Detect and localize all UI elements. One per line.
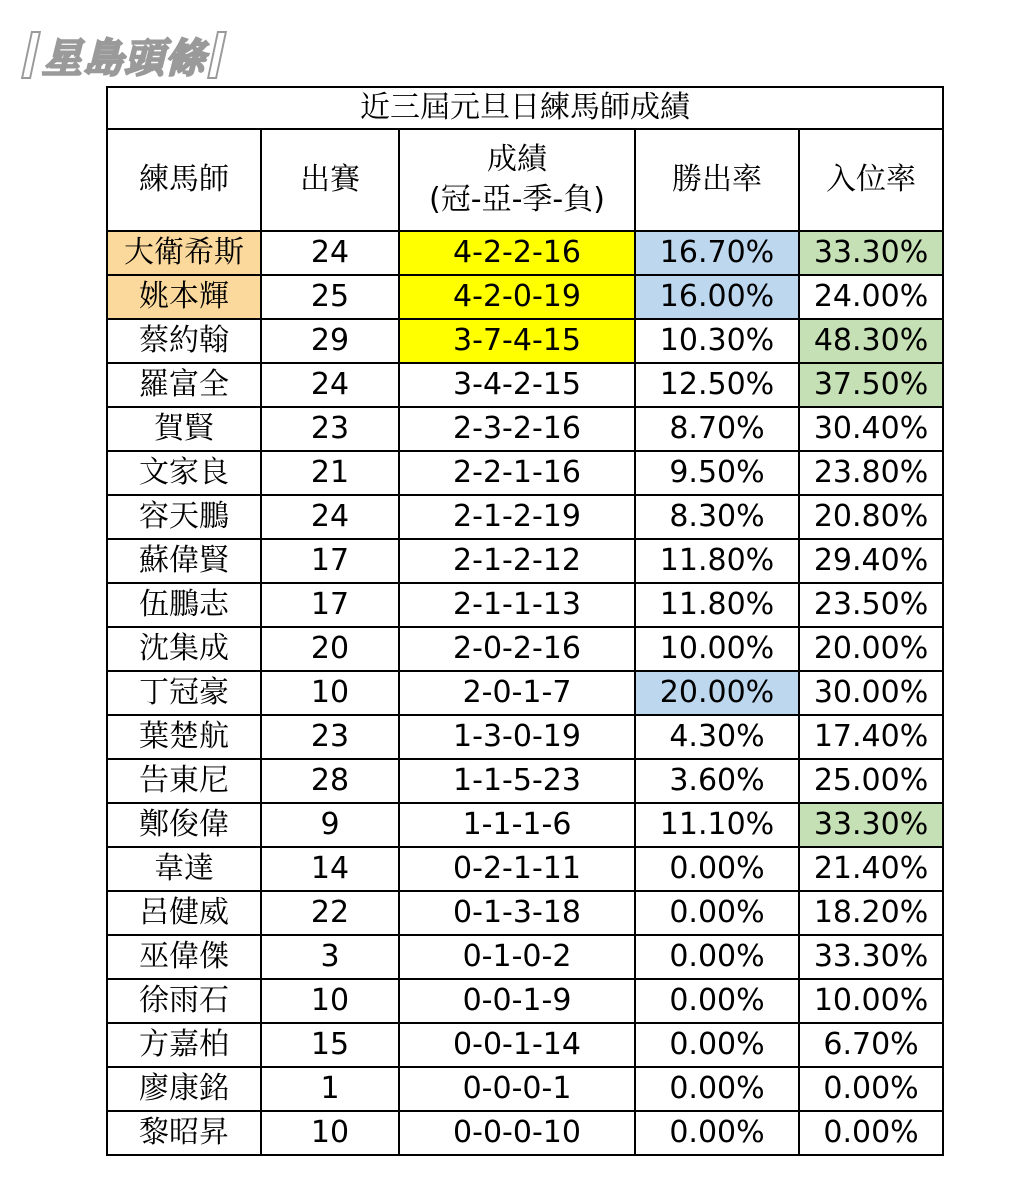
table-row — [107, 495, 943, 539]
table-row — [107, 231, 943, 275]
cell-starts: 10 — [261, 979, 399, 1023]
cell-record: 2-0-2-16 — [399, 627, 635, 671]
cell-win: 0.00% — [635, 1023, 799, 1067]
trainer-results-table — [106, 86, 944, 1156]
cell-win: 12.50% — [635, 363, 799, 407]
cell-win: 8.70% — [635, 407, 799, 451]
header-record-line1: 成績 — [487, 142, 547, 177]
cell-trainer: 徐雨石 — [107, 979, 261, 1023]
cell-place: 30.00% — [799, 671, 943, 715]
cell-win: 20.00% — [635, 671, 799, 715]
cell-record: 0-0-1-14 — [399, 1023, 635, 1067]
cell-starts: 15 — [261, 1023, 399, 1067]
header-win-rate: 勝出率 — [635, 129, 799, 231]
cell-win: 10.00% — [635, 627, 799, 671]
cell-starts: 29 — [261, 319, 399, 363]
cell-record: 2-3-2-16 — [399, 407, 635, 451]
header-record — [399, 129, 635, 231]
cell-record: 0-2-1-11 — [399, 847, 635, 891]
cell-record: 1-3-0-19 — [399, 715, 635, 759]
cell-win: 16.70% — [635, 231, 799, 275]
cell-place: 37.50% — [799, 363, 943, 407]
cell-record: 4-2-2-16 — [399, 231, 635, 275]
table-row — [107, 803, 943, 847]
logo-bar-left — [21, 31, 41, 79]
cell-win: 9.50% — [635, 451, 799, 495]
logo-bar-right — [207, 31, 227, 79]
cell-record: 2-1-1-13 — [399, 583, 635, 627]
cell-place: 6.70% — [799, 1023, 943, 1067]
cell-record: 4-2-0-19 — [399, 275, 635, 319]
cell-trainer: 容天鵬 — [107, 495, 261, 539]
cell-starts: 28 — [261, 759, 399, 803]
cell-record: 2-2-1-16 — [399, 451, 635, 495]
cell-starts: 9 — [261, 803, 399, 847]
cell-trainer: 伍鵬志 — [107, 583, 261, 627]
cell-trainer: 文家良 — [107, 451, 261, 495]
table-row — [107, 407, 943, 451]
table-title: 近三屆元旦日練馬師成績 — [107, 87, 943, 129]
table-row — [107, 671, 943, 715]
table-row — [107, 1023, 943, 1067]
cell-starts: 21 — [261, 451, 399, 495]
cell-record: 0-0-0-10 — [399, 1111, 635, 1155]
cell-record: 0-0-0-1 — [399, 1067, 635, 1111]
cell-starts: 25 — [261, 275, 399, 319]
cell-record: 2-1-2-19 — [399, 495, 635, 539]
cell-trainer: 韋達 — [107, 847, 261, 891]
cell-place: 48.30% — [799, 319, 943, 363]
cell-starts: 24 — [261, 231, 399, 275]
cell-place: 10.00% — [799, 979, 943, 1023]
table-row — [107, 759, 943, 803]
cell-trainer: 姚本輝 — [107, 275, 261, 319]
cell-trainer: 沈集成 — [107, 627, 261, 671]
table-row — [107, 275, 943, 319]
table-row — [107, 539, 943, 583]
cell-trainer: 賀賢 — [107, 407, 261, 451]
table-header-row — [107, 129, 943, 231]
cell-win: 11.10% — [635, 803, 799, 847]
cell-win: 0.00% — [635, 979, 799, 1023]
cell-win: 0.00% — [635, 891, 799, 935]
cell-starts: 22 — [261, 891, 399, 935]
table-row — [107, 979, 943, 1023]
cell-trainer: 廖康銘 — [107, 1067, 261, 1111]
cell-record: 0-1-0-2 — [399, 935, 635, 979]
cell-trainer: 大衛希斯 — [107, 231, 261, 275]
cell-starts: 1 — [261, 1067, 399, 1111]
cell-win: 0.00% — [635, 847, 799, 891]
table-row — [107, 715, 943, 759]
cell-record: 0-1-3-18 — [399, 891, 635, 935]
cell-place: 20.00% — [799, 627, 943, 671]
table-row — [107, 1111, 943, 1155]
cell-starts: 14 — [261, 847, 399, 891]
cell-win: 16.00% — [635, 275, 799, 319]
cell-trainer: 呂健威 — [107, 891, 261, 935]
cell-win: 11.80% — [635, 539, 799, 583]
cell-record: 3-7-4-15 — [399, 319, 635, 363]
cell-trainer: 葉楚航 — [107, 715, 261, 759]
table-row — [107, 583, 943, 627]
cell-record: 0-0-1-9 — [399, 979, 635, 1023]
cell-place: 21.40% — [799, 847, 943, 891]
cell-win: 0.00% — [635, 1067, 799, 1111]
cell-win: 10.30% — [635, 319, 799, 363]
cell-win: 3.60% — [635, 759, 799, 803]
cell-trainer: 巫偉傑 — [107, 935, 261, 979]
logo-text: 星島頭條 — [42, 35, 206, 82]
cell-starts: 3 — [261, 935, 399, 979]
cell-place: 0.00% — [799, 1111, 943, 1155]
table-row — [107, 627, 943, 671]
table-row — [107, 847, 943, 891]
cell-starts: 10 — [261, 1111, 399, 1155]
cell-place: 33.30% — [799, 935, 943, 979]
table-row — [107, 451, 943, 495]
cell-trainer: 羅富全 — [107, 363, 261, 407]
header-trainer: 練馬師 — [107, 129, 261, 231]
cell-place: 30.40% — [799, 407, 943, 451]
table-row — [107, 935, 943, 979]
header-place-rate: 入位率 — [799, 129, 943, 231]
cell-starts: 20 — [261, 627, 399, 671]
cell-starts: 24 — [261, 495, 399, 539]
cell-record: 1-1-5-23 — [399, 759, 635, 803]
cell-place: 33.30% — [799, 803, 943, 847]
cell-place: 24.00% — [799, 275, 943, 319]
cell-starts: 23 — [261, 715, 399, 759]
cell-trainer: 告東尼 — [107, 759, 261, 803]
cell-win: 8.30% — [635, 495, 799, 539]
cell-place: 17.40% — [799, 715, 943, 759]
header-starts: 出賽 — [261, 129, 399, 231]
header-record-line2: (冠-亞-季-負) — [429, 182, 605, 217]
logo — [20, 30, 228, 80]
cell-place: 18.20% — [799, 891, 943, 935]
cell-starts: 17 — [261, 539, 399, 583]
cell-place: 29.40% — [799, 539, 943, 583]
cell-trainer: 丁冠豪 — [107, 671, 261, 715]
cell-record: 2-1-2-12 — [399, 539, 635, 583]
cell-place: 33.30% — [799, 231, 943, 275]
cell-place: 23.50% — [799, 583, 943, 627]
cell-trainer: 蔡約翰 — [107, 319, 261, 363]
cell-win: 0.00% — [635, 935, 799, 979]
cell-win: 11.80% — [635, 583, 799, 627]
table-row — [107, 1067, 943, 1111]
cell-record: 1-1-1-6 — [399, 803, 635, 847]
cell-place: 23.80% — [799, 451, 943, 495]
cell-win: 0.00% — [635, 1111, 799, 1155]
cell-place: 0.00% — [799, 1067, 943, 1111]
cell-starts: 24 — [261, 363, 399, 407]
table-row — [107, 891, 943, 935]
table-title-row — [107, 87, 943, 129]
cell-win: 4.30% — [635, 715, 799, 759]
cell-starts: 23 — [261, 407, 399, 451]
cell-starts: 10 — [261, 671, 399, 715]
cell-starts: 17 — [261, 583, 399, 627]
cell-trainer: 方嘉柏 — [107, 1023, 261, 1067]
cell-trainer: 鄭俊偉 — [107, 803, 261, 847]
cell-record: 2-0-1-7 — [399, 671, 635, 715]
table-row — [107, 319, 943, 363]
cell-trainer: 黎昭昇 — [107, 1111, 261, 1155]
table-row — [107, 363, 943, 407]
cell-record: 3-4-2-15 — [399, 363, 635, 407]
cell-trainer: 蘇偉賢 — [107, 539, 261, 583]
cell-place: 25.00% — [799, 759, 943, 803]
cell-place: 20.80% — [799, 495, 943, 539]
